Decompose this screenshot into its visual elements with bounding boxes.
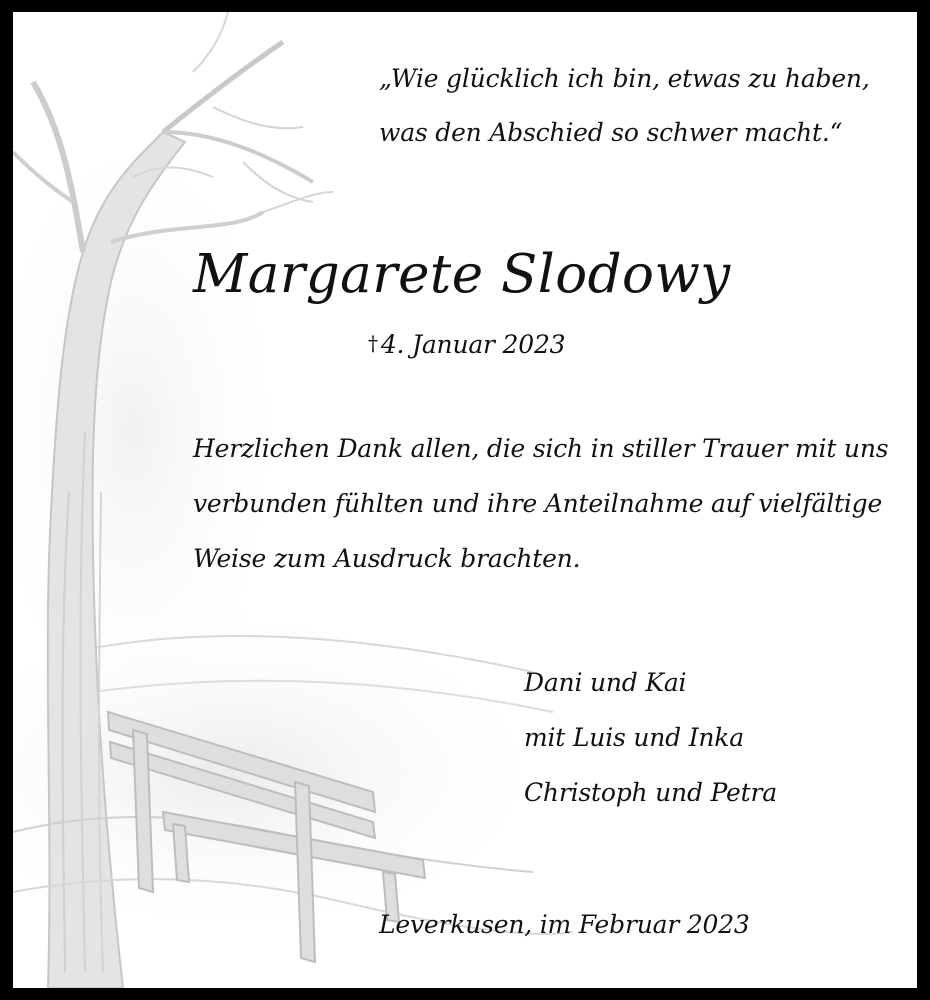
thanks-line-1: Herzlichen Dank allen, die sich in stiller Trauer mit uns [193,434,889,463]
quote-line-1: „Wie glücklich ich bin, etwas zu haben, [379,64,870,93]
death-date-text: 4. Januar 2023 [380,330,566,359]
deceased-name: Margarete Slodowy [193,244,731,305]
thanks-line-2: verbunden fühlten und ihre Anteilnahme auf vielfältige [193,489,883,518]
thanks-line-3: Weise zum Ausdruck brachten. [193,544,581,573]
signatory-line-2: mit Luis und Inka [524,723,744,752]
dagger-icon: † [368,331,378,355]
quote-line-2: was den Abschied so schwer macht.“ [379,118,843,147]
obituary-card [13,12,917,988]
death-date [368,330,565,359]
signatory-line-3: Christoph und Petra [524,778,777,807]
place-and-date: Leverkusen, im Februar 2023 [379,910,750,939]
signatory-line-1: Dani und Kai [524,668,687,697]
